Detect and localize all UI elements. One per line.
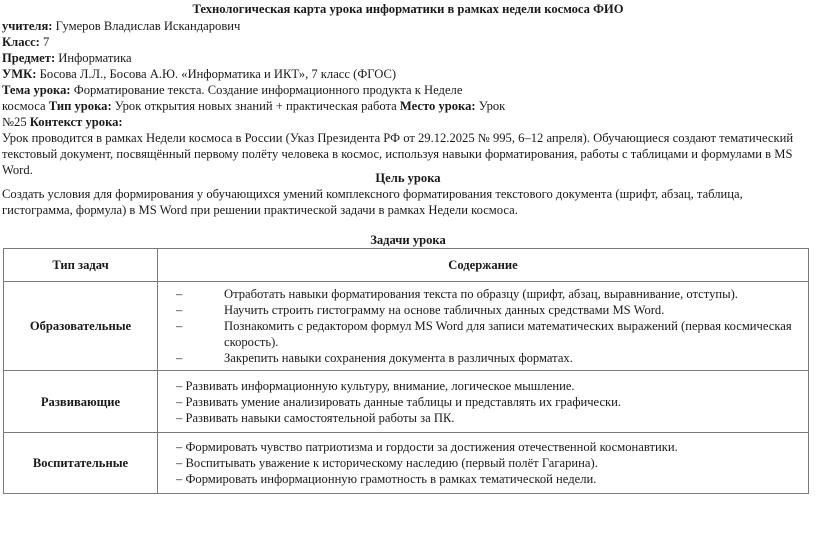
task-content-educational — [158, 282, 809, 371]
teacher-line — [2, 18, 240, 34]
list-item: – Закрепить навыки сохранения документа в различных форматах. — [176, 351, 573, 365]
list-dash: – — [176, 319, 183, 333]
umk-value: Босова Л.Л., Босова А.Ю. «Информатика и ИКТ», 7 класс (ФГОС) — [36, 67, 397, 81]
topic-value: Форматирование текста. Создание информационного продукта к Неделе — [70, 83, 463, 97]
task-type-developing: Развивающие — [4, 371, 158, 433]
list-item: – Научить строить гистограмму на основе табличных данных средствами MS Word. — [176, 303, 665, 317]
list-item: – Формировать информационную грамотность в рамках тематической недели. — [176, 472, 597, 486]
task-content-developing — [158, 371, 809, 433]
list-item: – Воспитывать уважение к историческому наследию (первый полёт Гагарина). — [176, 456, 598, 470]
table-header-row — [4, 249, 809, 282]
list-item: – Познакомить с редактором формул MS Word для записи математических выражений (первая космическая скорость). — [176, 319, 792, 349]
topic-line — [2, 82, 462, 98]
table-row — [4, 433, 809, 494]
context-text: Урок проводится в рамках Недели космоса в России (Указ Президента РФ от 29.12.2025 № 995, 6–12 апреля). Обучающиеся создают тематический текстовый документ, посвящённый первому полёту человека в космос, используя навыки форматирования, работы с таблицами и формулами в MS Word. — [2, 131, 794, 177]
task-type-educational: Образовательные — [4, 282, 158, 371]
subject-value: Информатика — [55, 51, 132, 65]
table-row — [4, 282, 809, 371]
class-label: Класс: — [2, 35, 40, 49]
lesson-place-value: Урок — [475, 99, 506, 113]
class-value: 7 — [39, 35, 50, 49]
lesson-place-continuation: №25 — [2, 115, 30, 129]
list-dash: – — [176, 351, 183, 365]
task-type-upbringing: Воспитательные — [4, 433, 158, 494]
context-label: Контекст урока: — [29, 115, 123, 129]
list-dash: – — [176, 303, 183, 317]
topic-continuation: космоса — [2, 99, 49, 113]
list-item: – Развивать навыки самостоятельной работы за ПК. — [176, 410, 455, 425]
context-line — [2, 114, 123, 130]
goal-heading: Цель урока — [375, 171, 441, 185]
umk-line — [2, 66, 396, 82]
subject-line — [2, 50, 132, 66]
subject-label: Предмет: — [2, 51, 56, 65]
tasks-table — [3, 248, 809, 494]
column-header-type: Тип задач — [4, 249, 158, 282]
teacher-value: Гумеров Владислав Искандарович — [52, 19, 241, 33]
list-dash: – — [176, 287, 183, 301]
column-header-content: Содержание — [158, 249, 809, 282]
list-item: – Развивать умение анализировать данные таблицы и представлять их графически. — [176, 394, 622, 409]
teacher-label: учителя: — [2, 19, 53, 33]
task-content-upbringing — [158, 433, 809, 494]
lesson-type-value: Урок открытия новых знаний + практическая работа — [111, 99, 400, 113]
class-line — [2, 34, 49, 50]
list-item: – Развивать информационную культуру, внимание, логическое мышление. — [176, 378, 575, 393]
topic-label: Тема урока: — [2, 83, 71, 97]
table-row — [4, 371, 809, 433]
lesson-place-label: Место урока: — [399, 99, 476, 113]
type-place-line — [2, 98, 505, 114]
umk-label: УМК: — [2, 67, 37, 81]
list-item: – Формировать чувство патриотизма и гордости за достижения отечественной космонавтики. — [176, 440, 678, 454]
tasks-heading: Задачи урока — [370, 233, 446, 247]
list-item: – Отработать навыки форматирования текста по образцу (шрифт, абзац, выравнивание, отступы). — [176, 287, 738, 301]
lesson-type-label: Тип урока: — [48, 99, 112, 113]
goal-text: Создать условия для формирования у обучающихся умений комплексного форматирования текстового документа (шрифт, абзац, таблица, гистограмма, формула) в MS Word при решении практической задачи в рамках Недели космоса. — [2, 187, 743, 217]
document-title: Технологическая карта урока информатики в рамках недели космоса ФИО — [192, 2, 624, 16]
